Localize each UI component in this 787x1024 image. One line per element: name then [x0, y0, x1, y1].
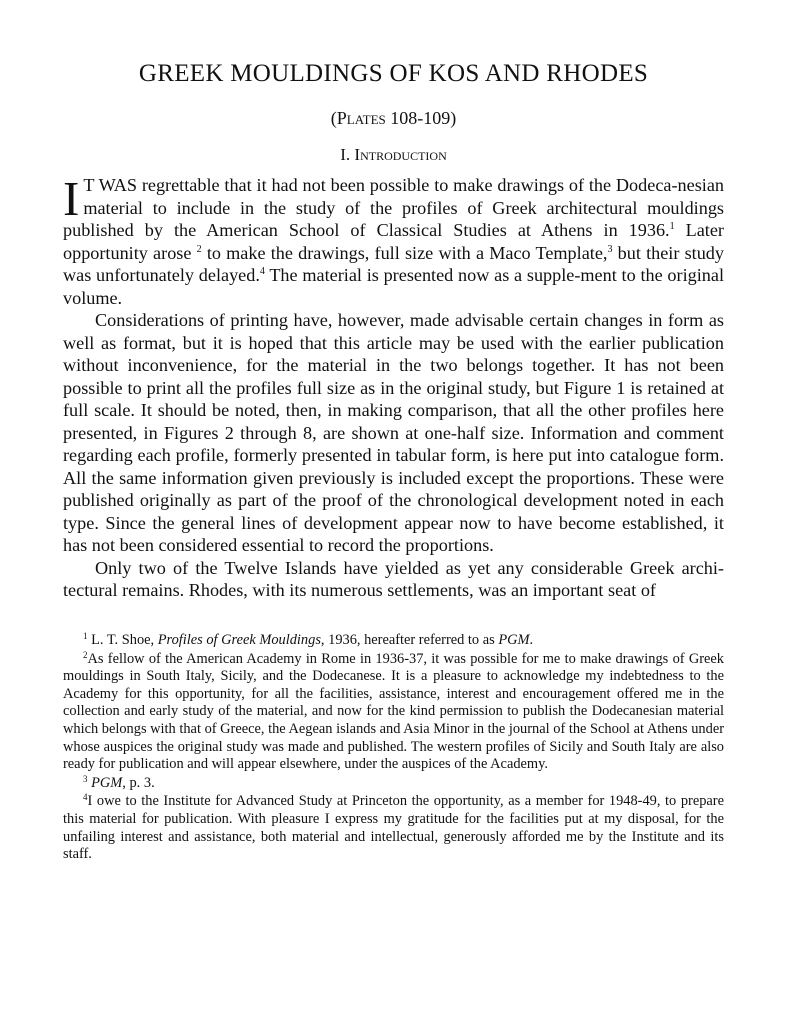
paragraph-1-text-b: Later opportunity arose [63, 220, 724, 263]
footnotes [63, 632, 724, 865]
footnote-3 [63, 775, 724, 793]
section-heading: I. Introduction [340, 145, 447, 164]
footnote-text: As fellow of the American Academy in Rome in 1936-37, it was possible for me to make drawings of Greek mouldings in South Italy, Sicily, and the Dodecanese. It is a pleasure to acknowledge my indebtedness to the Academy for this opportunity, for all the facilities, assistance, interest and encouragement offered me in the collection and early study of the material, and now for the kind permission to publish the Dodecanesian material which belongs with that of Greece, the Aegean islands and Asia Minor in the journal of the School at Athens under whose auspices the original study was made and published. The western profiles of Sicily and South Italy are also ready for publication and will appear elsewhere, under the auspices of the Academy. [63, 650, 724, 773]
body-text [63, 171, 724, 602]
paragraph-1-text-c: to make the drawings, full size with a Maco Template, [201, 242, 608, 263]
paragraph-1-text-d: but their study was unfortunately delayed. [63, 242, 724, 285]
footnote-text: I owe to the Institute for Advanced Study at Princeton the opportunity, as a member for 1948-49, to prepare this material for publication. With pleasure I express my gratitude for the facilities put at my disposal, for the unfailing interest and assistance, both material and intellectual, generously afforded me by the Institute and its staff. [63, 793, 724, 863]
footnote-italic: PGM [91, 774, 123, 791]
footnote-text: , 1936, hereafter referred to as [320, 632, 499, 648]
footnote-2 [63, 651, 724, 774]
footnote-ref-2[interactable]: 2 [196, 243, 202, 255]
paragraph-2: Considerations of printing have, however, made advisable certain changes in form as well as format, but it is hoped that this article may be used with the earlier publication without inconvenience, for the material in the two belongs together. It has not been possible to print all the profiles full size as in the original study, but Figure 1 is retained at full scale. It should be noted, then, in making comparison, that all the other profiles here presented, in Figures 2 through 8, are shown at one-half size. Information and comment regarding each profile, formerly presented in tabular form, is here put into catalogue form. All the same information given previously is included except the proportions. These were published originally as part of the proof of the chronological development noted in each type. Since the general lines of development appear now to have become established, it has not been considered essential to record the proportions. [63, 310, 724, 555]
footnote-text: . [529, 632, 534, 648]
footnote-number: 3 [83, 773, 88, 784]
footnote-number: 2 [83, 649, 88, 660]
footnote-number: 1 [83, 631, 88, 641]
paragraph-1 [63, 171, 724, 309]
footnote-4 [63, 793, 724, 863]
article-title: GREEK MOULDINGS OF KOS AND RHODES [138, 60, 649, 87]
drop-cap: I [63, 171, 80, 226]
footnote-italic: Profiles of Greek Mouldings [157, 632, 321, 648]
footnote-ref-1[interactable]: 1 [669, 221, 675, 232]
paragraph-1-text-e: The material is presented now as a supple-ment to the original volume. [63, 265, 724, 308]
footnote-text: L. T. Shoe, [87, 632, 158, 648]
footnote-text: , p. 3. [122, 774, 155, 791]
paragraph-3: Only two of the Twelve Islands have yielded as yet any considerable Greek archi-tectural remains. Rhodes, with its numerous settlements, was an important seat of [63, 557, 724, 600]
paragraph-1-text-a: T WAS regrettable that it had not been possible to make drawings of the Dodeca-nesian material to include in the study of the profiles of Greek architectural mouldings published by the American School of Classical Studies at Athens in 1936. [63, 175, 724, 240]
footnote-ref-4[interactable]: 4 [259, 266, 265, 277]
plates-reference: (Plates 108-109) [330, 108, 457, 128]
footnote-ref-3[interactable]: 3 [607, 243, 613, 255]
footnote-1 [63, 632, 724, 650]
footnote-number: 4 [83, 792, 88, 803]
footnote-italic: PGM [498, 632, 530, 648]
